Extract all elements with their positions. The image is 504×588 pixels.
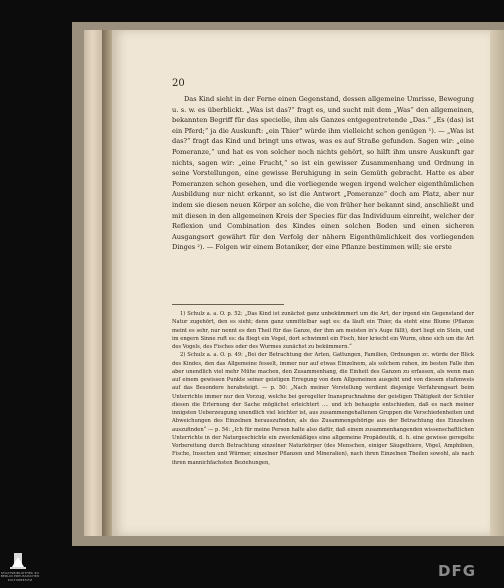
footnote-1: 1) Schulz a. a. O. p. 52: „Das Kind ist zunächst ganz unbekümmert um die Art, der irgend ein Gegenstand der Natur zugehört, den es sieht; denn ganz unmittelbar sagt es: da läuft ein Thier, da steht eine Blume (Pflanze meint es sehr, nur nennt es den Theil für das Ganze, der ihm am meisten in's Auge fällt), dort liegt ein Stein, und im engern Sinne ruft es: da fliegt ein Vogel, dort schwimmt ein Fisch, hier kriecht ein Wurm, ohne sich um die Art des Vogels, des Fisches oder des Wurmes zunächst zu bekümmern.“ [172, 311, 474, 350]
footnote-2: 2) Schulz a. a. O. p. 49: „Bei der Betrachtung der Arten, Gattungen, Familien, Ordnungen zc. würde der Blick des Kindes, den das Allgemeine fesselt, immer nur auf etwas Einzelnem, als solchem ruhen, im besten Falle ihm aber unendlich viel mehr Mühe machen, den Zusammenhang, die Einheit des Ganzen zu erfassen, als wenn man auf einem gewissen Punkte seiner geistigen Erregung von dem Allgemeinen ausgeht und von diesem stufenweis auf das Besondere herabsteigt. — p. 50: „Nach meiner Vorstellung verdient diejenige Verfahrungsart beim Unterrichte immer nur den Vorzug, welche bei geregelter Inanspruchnahme der geistigen Thätigkeit der Schüler diesen die Erlernung der Sache möglichst erleichtert .... und ich behaupte entschieden, daß es nach meiner innigsten Ueberzeugung unendlich viel leichter ist, aus zusammengehaltenen Gruppen die Verschiedenheiten und Abweichungen des Einzelnen herauszufinden, als das Zusammengehörige aus der Betrachtung des Einzelnen auszufinden“ — p. 54: „Ich für meine Person halte also dafür, daß einem zusammenhangenden wissenschaftlichen Unterrichte in der Naturgeschichte ein zweckmäßiges eine allgemeine Propädeutik, d. h. eine gewisse geregelte Vorbereitung durch Betrachtung einzelner Naturkörper (des Menschen, einiger Säugethiere, Vögel, Amphibien, Fische, Insecten und Würmer, einzelner Pflanzen und Mineralien), nach ihren Einzelnen Theilen sowohl, als nach ihren mannichfachsten Beziehungen, [172, 352, 474, 466]
page-number: 20 [172, 78, 185, 89]
footnotes [172, 310, 474, 467]
main-text [172, 94, 474, 253]
page-edge [490, 30, 504, 536]
paragraph: Das Kind sieht in der Ferne einen Gegenstand, dessen allgemeine Umrisse, Bewegung u. s. w. es überblickt. „Was ist das?“ fragt es, und sucht mit dem „Was“ den allgemeinen, bekannten Begriff für das specielle, ihm als Ganzes entgegentretende „Das.“ „Es (das) ist ein Pferd;“ ja die Auskunft: „ein Thier“ würde ihm vielleicht schon genügen ¹). — „Was ist das?“ fragt das Kind und bringt uns etwas, was es auf Straße gefunden. Sagen wir: „eine Pomeranze,“ und hat es von solcher noch nichts gehört, so hilft ihm unsre Auskunft gar nichts, sagen wir: „eine Frucht,“ so ist ein gewisser Zusammenhang und Ordnung in seine Vorstellungen, eine gewisse Beruhigung in sein Gemüth gebracht. Hatte es aber Pomeranzen schon gesehen, und die vorliegende wegen irgend welcher eigenthümlichen Ausbildung nur nicht erkannt, so ist die Antwort „Pomeranze“ doch am Platz, aber nur indem sie diesen neuen Körper an solche, die von früher her bekannt sind, anschließt und mit diesen in den allgemeinen Kreis der Species für das Individuum einreiht, welcher der Reflexion und Combination des Kindes einen solchen Boden und einen sicheren Ausgangsort gewährt für den Verfolg der nähern Eigenthümlichkeit des vorliegenden Dinges ²). — Folgen wir einem Botaniker, der eine Pflanze bestimmen will; sie erste [172, 95, 474, 252]
book-cover-edge [84, 30, 103, 536]
library-logo-text: STAATSBIBLIOTHEK ZU BERLIN PREUSSISCHER KULTURBESITZ [0, 571, 40, 582]
book-page [112, 30, 490, 536]
book-gutter [102, 30, 112, 536]
footnote-separator [172, 304, 284, 305]
dfg-logo: DFG [438, 562, 477, 580]
